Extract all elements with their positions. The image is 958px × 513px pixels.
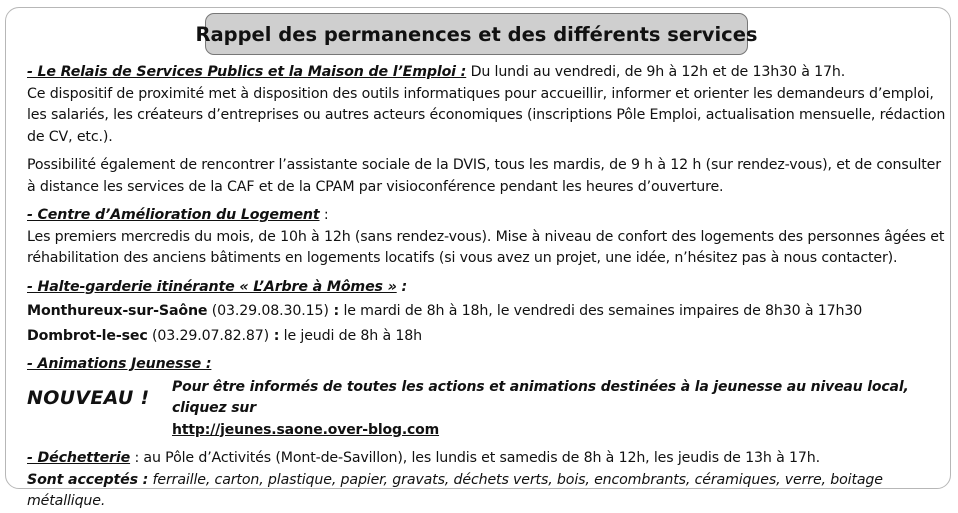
location-separator: :	[328, 303, 340, 319]
accepted-line	[27, 470, 947, 513]
logement-heading: - Centre d’Amélioration du Logement	[27, 207, 320, 223]
halte-location-1	[27, 301, 947, 323]
location-name: Dombrot-le-sec	[27, 327, 148, 344]
accepted-list: ferraille, carton, plastique, papier, gravats, déchets verts, bois, encombrants, céramiques, verre, boitage métallique.	[27, 471, 883, 509]
nouveau-label: NOUVEAU !	[27, 386, 150, 409]
relais-paragraph-1: Ce dispositif de proximité met à disposition des outils informatiques pour accueillir, informer et orienter les demandeurs d’emploi, les salariés, les créateurs d’entreprises ou autres acteurs économiques (inscriptions Pôle Emploi, actualisation mensuelle, rédaction de CV, etc.).	[27, 85, 946, 145]
nouveau-text-block	[172, 377, 947, 442]
dechetterie-heading: - Déchetterie	[27, 450, 131, 466]
location-separator: :	[268, 327, 280, 344]
location-phone: (03.29.08.30.15)	[207, 303, 329, 319]
halte-colon: :	[396, 278, 408, 295]
location-hours: le mardi de 8h à 18h, le vendredi des semaines impaires de 8h30 à 17h30	[339, 303, 863, 319]
nouveau-block	[27, 377, 947, 442]
halte-location-2	[27, 326, 947, 348]
relais-line	[27, 62, 947, 84]
jeunesse-heading: - Animations Jeunesse :	[27, 356, 212, 372]
location-hours: le jeudi de 8h à 18h	[279, 327, 422, 344]
dechetterie-line	[27, 448, 947, 470]
relais-paragraph-2: Possibilité également de rencontrer l’assistante sociale de la DVIS, tous les mardis, de 9 h à 12 h (sur rendez-vous), et de consulter à distance les services de la CAF et de la CPAM par visioconférence pendant les heures d’ouverture.	[27, 157, 941, 195]
relais-heading: - Le Relais de Services Publics et la Maison de l’Emploi :	[27, 64, 467, 80]
accepted-label: Sont acceptés :	[27, 471, 149, 488]
blog-link[interactable]: http://jeunes.saone.over-blog.com	[172, 421, 440, 438]
logement-line	[27, 205, 947, 227]
nouveau-text: Pour être informés de toutes les actions et animations destinées à la jeunesse au niveau local, cliquez sur	[172, 378, 909, 416]
relais-hours: Du lundi au vendredi, de 9h à 12h et de 13h30 à 17h.	[466, 64, 846, 80]
jeunesse-line	[27, 354, 947, 376]
content	[27, 62, 947, 513]
logement-paragraph: Les premiers mercredis du mois, de 10h à 12h (sans rendez-vous). Mise à niveau de confort des logements des personnes âgées et réhabilitation des anciens bâtiments en logements locatifs (si vous avez un projet, une idée, n’hésitez pas à nous contacter).	[27, 228, 945, 266]
location-phone: (03.29.07.82.87)	[147, 327, 269, 344]
halte-heading: - Halte-garderie itinérante « L’Arbre à Mômes »	[27, 278, 397, 295]
dechetterie-info: : au Pôle d’Activités (Mont-de-Savillon), les lundis et samedis de 8h à 12h, les jeudis de 13h à 17h.	[130, 450, 820, 466]
page-title: Rappel des permanences et des différents services	[205, 13, 748, 55]
logement-colon: :	[319, 207, 329, 223]
location-name: Monthureux-sur-Saône	[27, 303, 208, 319]
halte-line	[27, 277, 947, 299]
